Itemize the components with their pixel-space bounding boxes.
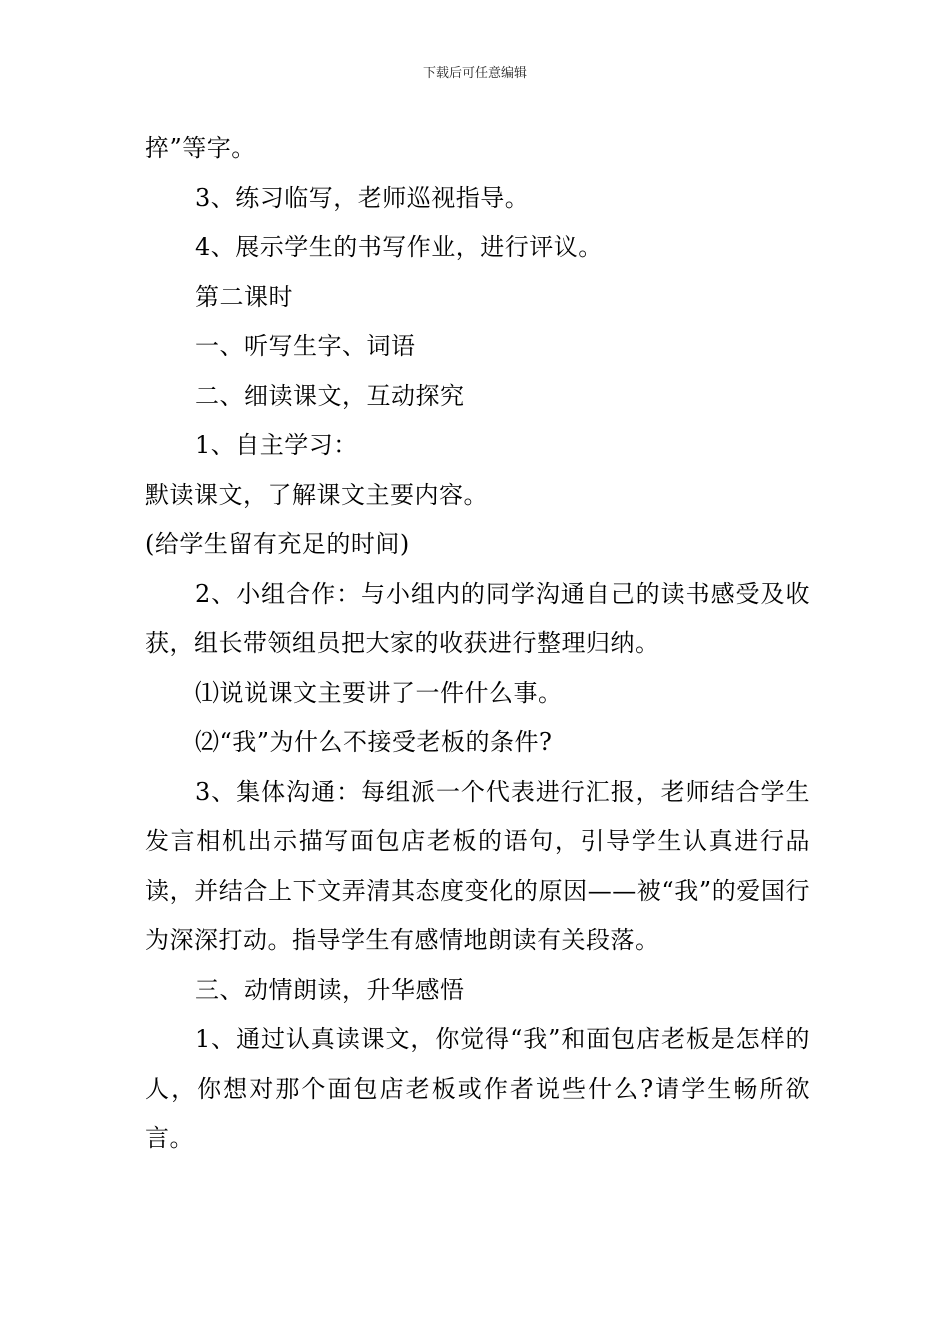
paragraph-question-2: ⑵“我”为什么不接受老板的条件?	[195, 728, 553, 756]
document-body	[145, 124, 810, 1164]
paragraph-step-4: 4、展示学生的书写作业，进行评议。	[195, 233, 603, 261]
section-heading-part-2: 二、细读课文，互动探究	[195, 381, 465, 410]
paragraph-silent-reading: 默读课文，了解课文主要内容。	[145, 480, 488, 509]
paragraph-group-work: 2、小组合作：与小组内的同学沟通自己的读书感受及收获，组长带领组员把大家的收获进行整理归纳。	[145, 579, 810, 657]
paragraph-question-1: ⑴说说课文主要讲了一件什么事。	[195, 678, 563, 707]
paragraph-self-study: 1、自主学习：	[195, 431, 358, 459]
paragraph-reflection: 1、通过认真读课文，你觉得“我”和面包店老板是怎样的人，你想对那个面包店老板或作者说些什么?请学生畅所欲言。	[145, 1025, 810, 1152]
section-heading-part-1: 一、听写生字、词语	[195, 332, 416, 360]
paragraph-time-note: (给学生留有充足的时间)	[145, 530, 410, 558]
paragraph-step-3: 3、练习临写，老师巡视指导。	[195, 183, 530, 212]
section-heading-second-lesson: 第二课时	[195, 282, 293, 311]
page-header: 下载后可任意编辑	[422, 66, 527, 81]
section-heading-part-3: 三、动情朗读，升华感悟	[195, 975, 465, 1004]
paragraph-continuation: 捽”等字。	[145, 134, 256, 162]
paragraph-group-report: 3、集体沟通：每组派一个代表进行汇报，老师结合学生发言相机出示描写面包店老板的语句，引导学生认真进行品读，并结合上下文弄清其态度变化的原因——被“我”的爱国行为深深打动。指导学生有感情地朗读有关段落。	[145, 777, 810, 954]
